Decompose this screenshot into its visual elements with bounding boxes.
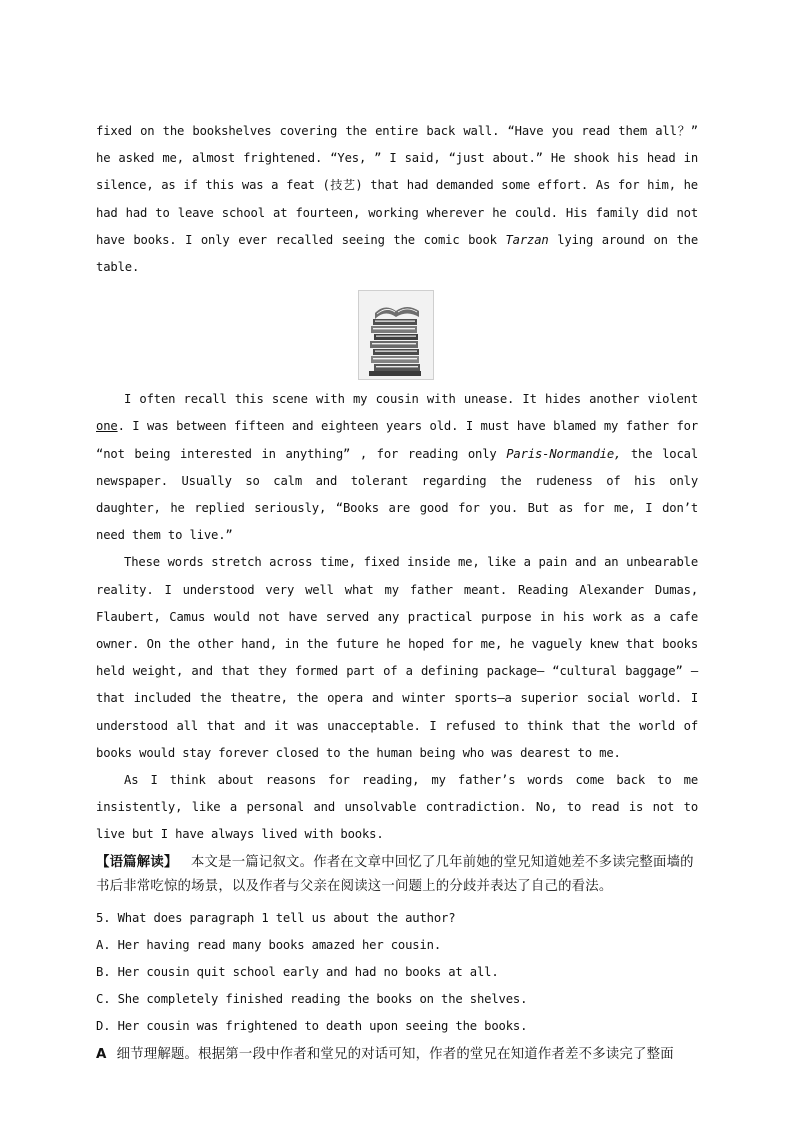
document-page <box>96 118 698 1068</box>
paragraph-2-text-b: . I was between fifteen and eighteen years old. I must have blamed my father for “not being interested in anything” , for reading only <box>96 419 698 461</box>
paragraph-2-text-c: the local newspaper. Usually so calm and tolerant regarding the rudeness of his only daughter, he replied seriously, “Books are good for you. But as for me, I don’t need them to live.” <box>96 446 699 543</box>
paragraph-1-end: lying around on the table. <box>96 232 699 275</box>
analysis-text: 本文是一篇记叙文。作者在文章中回忆了几年前她的堂兄知道她差不多读完整面墙的书后非常吃惊的场景，以及作者与父亲在阅读这一问题上的分歧并表达了自己的看法。 <box>96 854 694 894</box>
option-a: A. Her having read many books amazed her cousin. <box>96 937 441 952</box>
figure-container <box>96 290 698 380</box>
question-stem: 5. What does paragraph 1 tell us about the author? <box>96 910 456 925</box>
answer-letter: A <box>96 1046 107 1062</box>
paragraph-1-text: fixed on the bookshelves covering the entire back wall. “Have you read them all？” he asked me, almost frightened. “Yes, ” I said, “just about.” He shook his head in silence, as if this was a feat (技艺) that had demanded some effort. As for him, he had had to leave school at fourteen, working wherever he could. His family did not have books. I only ever recalled seeing the comic book <box>96 124 698 247</box>
option-c: C. She completely finished reading the books on the shelves. <box>96 992 528 1007</box>
paragraph-2-text-a: I often recall this scene with my cousin with unease. It hides another violent <box>124 392 698 407</box>
tarzan-title: Tarzan <box>505 232 549 247</box>
underlined-word: one <box>96 419 118 434</box>
paragraph-1 <box>96 118 698 281</box>
option-d: D. Her cousin was frightened to death upon seeing the books. <box>96 1019 528 1034</box>
option-b: B. Her cousin quit school early and had no books at all. <box>96 965 499 980</box>
paragraph-3: These words stretch across time, fixed inside me, like a pain and an unbearable reality. I understood very well what my father meant. Reading Alexander Dumas, Flaubert, Camus would not have served any practical purpose in his work as a cafe owner. On the other hand, in the future he hoped for me, he vaguely knew that books held weight, and that they formed part of a defining package— “cultural baggage” —that included the theatre, the opera and winter sports—a superior social world. I understood all that and it was unacceptable. I refused to think that the world of books would stay forever closed to the human being who was dearest to me. <box>96 555 698 760</box>
paragraph-2 <box>96 386 698 549</box>
paragraph-4: As I think about reasons for reading, my father’s words come back to me insistently, like a personal and unsolvable contradiction. No, to read is not to live but I have always lived with books. <box>96 773 698 842</box>
stack-of-books-icon <box>358 290 434 380</box>
passage-analysis <box>96 851 698 899</box>
newspaper-title: Paris-Normandie, <box>506 446 622 461</box>
stack-of-books-illustration <box>359 291 433 379</box>
answer-text: 细节理解题。根据第一段中作者和堂兄的对话可知，作者的堂兄在知道作者差不多读完了整面 <box>116 1046 674 1062</box>
answer-explanation <box>96 1041 698 1068</box>
analysis-label: 【语篇解读】 <box>96 854 178 870</box>
